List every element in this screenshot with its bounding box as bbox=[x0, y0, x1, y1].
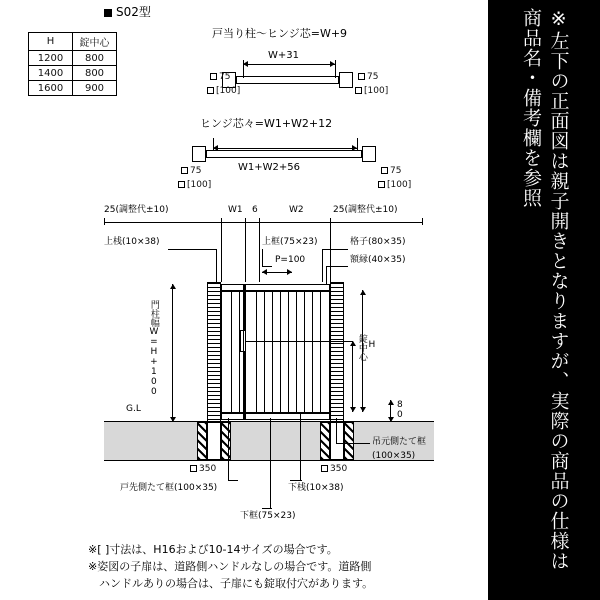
square-outline-icon bbox=[381, 167, 388, 174]
arrow-left-icon bbox=[262, 269, 267, 275]
footnotes bbox=[88, 541, 373, 592]
gate-width-dim-line bbox=[172, 284, 173, 422]
dim-adjust-left-label: 25(調整代±10) bbox=[104, 205, 169, 215]
lock-center-dim-line bbox=[352, 341, 353, 412]
label-lower-frame: 下桟(10×38) bbox=[288, 483, 344, 493]
second-plan-left-box-upper: 75 bbox=[181, 166, 201, 176]
square-outline-icon bbox=[178, 181, 185, 188]
table-cell: 800 bbox=[73, 51, 117, 66]
label-upper-frame: 上桟(10×38) bbox=[104, 237, 160, 247]
table-cell: 1400 bbox=[29, 66, 73, 81]
leader-line bbox=[336, 418, 337, 443]
second-plan-left-box-lower: [100] bbox=[178, 180, 211, 190]
plan-guide-line bbox=[243, 64, 244, 78]
foundation-hatch-left-inner bbox=[221, 422, 231, 460]
table-cell: 1200 bbox=[29, 51, 73, 66]
table-row bbox=[29, 81, 117, 96]
arrow-up-icon bbox=[360, 290, 366, 295]
arrow-up-icon bbox=[170, 284, 176, 289]
second-plan-right-box-upper: 75 bbox=[381, 166, 401, 176]
label-top-frame: 上框(75×23) bbox=[262, 237, 318, 247]
leader-line bbox=[326, 266, 348, 267]
label-hanging-side-size: (100×35) bbox=[372, 451, 416, 461]
square-outline-icon bbox=[181, 167, 188, 174]
post-left-elevation bbox=[207, 282, 221, 422]
footnote-3: ハンドルありの場合は、子扉にも錠取付穴があります。 bbox=[88, 577, 374, 591]
leader-line bbox=[336, 443, 370, 444]
arrow-right-icon bbox=[287, 269, 292, 275]
foundation-hatch-right-inner bbox=[320, 422, 330, 460]
leader-line bbox=[300, 414, 301, 480]
label-80: 80 bbox=[394, 400, 405, 420]
filled-square-icon bbox=[104, 9, 112, 17]
table-row bbox=[29, 33, 117, 51]
dim-adjust-right-label: 25(調整代±10) bbox=[333, 205, 398, 215]
model-label bbox=[104, 6, 151, 19]
gate-bottom-rail bbox=[221, 412, 330, 414]
guide-line bbox=[259, 222, 260, 282]
guide-line bbox=[330, 222, 331, 282]
leader-line bbox=[290, 480, 302, 481]
label-lock-center: 錠中心 bbox=[356, 334, 367, 361]
base-left-350: 350 bbox=[190, 464, 216, 474]
square-outline-icon bbox=[355, 87, 362, 94]
plan-guide-line bbox=[213, 138, 214, 150]
second-plan-dim-line bbox=[213, 148, 357, 149]
label-h: H bbox=[366, 340, 377, 350]
label-pitch: P=100 bbox=[275, 255, 306, 265]
lock-center-ref-line bbox=[246, 341, 352, 342]
foundation-post-left bbox=[207, 422, 221, 460]
top-plan-right-box-lower: [100] bbox=[355, 86, 388, 96]
gate-plan-bar-2 bbox=[206, 150, 362, 158]
foundation-post-right bbox=[330, 422, 344, 460]
table-header-h: H bbox=[29, 33, 73, 51]
foundation-hatch-left-outer bbox=[197, 422, 207, 460]
guide-line bbox=[221, 222, 222, 282]
notice-banner bbox=[488, 0, 600, 600]
gate-leaf-divider bbox=[243, 284, 244, 420]
square-outline-icon bbox=[321, 465, 328, 472]
leader-line bbox=[322, 249, 348, 250]
gate-plan-bar bbox=[236, 76, 339, 84]
dim-tick bbox=[422, 218, 423, 225]
label-lattice: 格子(80×35) bbox=[350, 237, 406, 247]
dim-6-label: 6 bbox=[252, 205, 258, 215]
gate-main-slats bbox=[249, 292, 326, 412]
leader-line bbox=[216, 249, 217, 282]
plan-guide-line bbox=[357, 138, 358, 150]
base-right-350: 350 bbox=[321, 464, 347, 474]
gate-child-slats bbox=[224, 292, 242, 412]
leader-line bbox=[262, 266, 272, 267]
leader-line bbox=[270, 418, 271, 508]
foundation-hatch-right-outer bbox=[344, 422, 354, 460]
table-header-lockcenter: 錠中心 bbox=[73, 33, 117, 51]
post-left-plan-2 bbox=[192, 146, 206, 162]
table-cell: 1600 bbox=[29, 81, 73, 96]
top-plan-right-box-upper: 75 bbox=[358, 72, 378, 82]
table-cell: 800 bbox=[73, 66, 117, 81]
top-plan-title: 戸当り柱～ヒンジ芯=W+9 bbox=[212, 27, 348, 40]
footnote-2: ※姿図の子扉は、道路側ハンドルなしの場合です。道路側 bbox=[88, 560, 372, 574]
leader-line bbox=[262, 508, 272, 509]
top-plan-left-box-upper: 75 bbox=[210, 72, 230, 82]
guide-line bbox=[245, 222, 246, 282]
top-plan-dim-label: W+31 bbox=[268, 50, 299, 61]
footnote-1: ※[ ]寸法は、H16および10-14サイズの場合です。 bbox=[88, 543, 338, 556]
dim-tick bbox=[104, 218, 105, 225]
top-plan-left-box-lower: [100] bbox=[207, 86, 240, 96]
table-row bbox=[29, 51, 117, 66]
top-plan-dim-line bbox=[243, 64, 335, 65]
second-plan-title: ヒンジ芯々=W1+W2+12 bbox=[200, 117, 333, 130]
model-label-text: S02型 bbox=[116, 5, 151, 19]
leader-line bbox=[228, 418, 229, 480]
label-hanging-side: 吊元側たて框 bbox=[372, 437, 427, 447]
second-plan-right-box-lower: [100] bbox=[378, 180, 411, 190]
label-gl: G.L bbox=[126, 404, 141, 414]
post-right-plan bbox=[339, 72, 353, 88]
leader-line bbox=[322, 249, 323, 282]
square-outline-icon bbox=[190, 465, 197, 472]
label-gakuen: 額縁(40×35) bbox=[350, 255, 406, 265]
notice-banner-text: ※左下の正面図は親子開きとなりますが、実際の商品の仕様は商品名・備考欄を参照 bbox=[520, 8, 570, 571]
post-right-plan-2 bbox=[362, 146, 376, 162]
table-cell: 900 bbox=[73, 81, 117, 96]
dim-w2-label: W2 bbox=[289, 205, 304, 215]
label-gate-width: 門柱幅W=H+100 bbox=[148, 300, 159, 397]
gate-top-rail bbox=[221, 290, 330, 292]
arrow-down-icon bbox=[350, 407, 356, 412]
square-outline-icon bbox=[378, 181, 385, 188]
post-right-elevation bbox=[330, 282, 344, 422]
square-outline-icon bbox=[210, 73, 217, 80]
square-outline-icon bbox=[207, 87, 214, 94]
label-bottom-frame: 下框(75×23) bbox=[240, 511, 296, 521]
leader-line bbox=[262, 249, 263, 266]
table-row bbox=[29, 66, 117, 81]
spec-table bbox=[28, 32, 117, 96]
plan-guide-line bbox=[335, 64, 336, 78]
square-outline-icon bbox=[358, 73, 365, 80]
dim-w1-label: W1 bbox=[228, 205, 243, 215]
second-plan-dim-label: W1+W2+56 bbox=[238, 162, 300, 173]
leader-line bbox=[228, 480, 238, 481]
elevation-dim-line bbox=[104, 222, 422, 223]
label-lead-side: 戸先側たて框(100×35) bbox=[120, 483, 218, 493]
arrow-down-icon bbox=[360, 407, 366, 412]
leader-line bbox=[168, 249, 216, 250]
